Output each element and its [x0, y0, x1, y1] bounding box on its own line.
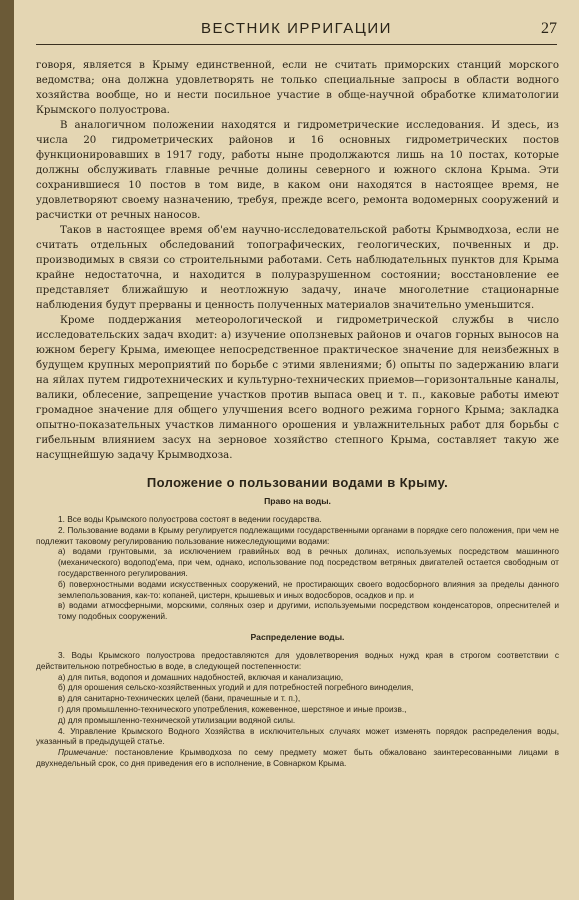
page-header: [36, 18, 557, 45]
paragraph-2: В аналогичном положении находятся и гидрометрические исследования. И здесь, из числа 20 гидрометрических районов и 16 основных гидрометрических постов функционировавших в 1917 году, работы ныне продолжаются лишь на 10 постах, которые должны обслуживать главные речные долины северного и южного склона Крыма. Эти сохранившиеся 10 постов в том виде, в каком они находятся в настоящее время, не удовлетворяют своему назначению, требуя, прежде всего, ремонта водомерных сооружений и расчистки от речных наносов.: [36, 120, 559, 221]
note-lead: Примечание:: [58, 747, 109, 758]
note: [36, 747, 559, 769]
paragraph-4: Кроме поддержания метеорологической и гидрометрической службы в число исследовательских задач входит: а) изучение оползневых районов и очагов горных выносов на южном берегу Крыма, имеющее непосредственное практическое значение для неизбежных в будущем крупных мероприятий по борьбе с этими явлениями; б) опыты по задержанию влаги на яйлах путем гидротехнических и культурно-технических приемов—горизонтальные каналы, валики, облесение, запрещение участков против выпаса овец и т. п., каковые работы имеют громадное значение для общего улучшения всего водного режима горного Крыма; закладка опытно-показательных участков лиманного орошения и увлажнительных работ для борьбы с гибельным влиянием засух на зерновое хозяйство степного Крыма, составляет такую же насущнейшую задачу Крымводхоза.: [36, 315, 559, 461]
page-number: 27: [541, 20, 557, 37]
page-body: [36, 58, 559, 769]
distribution-item: 4. Управление Крымского Водного Хозяйства в исключительных случаях может изменять порядок распределения воды, указанный в предыдущей статье.: [36, 725, 559, 747]
paragraph-3: Таков в настоящее время об'ем научно-исследовательской работы Крымводхоза, если не считать отдельных обследований топографических, геологических, почвенных и др. производимых в связи со строительными работами. Сеть наблюдательных пунктов для Крыма крайне недостаточна, и находится в полуразрушенном состоянии; восстановление ее представляет ближайшую и неотложную задачу, иначе многолетние стационарные наблюдения будут прерваны и ценность полученных материалов значительно уменьшится.: [36, 225, 559, 311]
distribution-item: 3. Воды Крымского полуострова предоставляются для удовлетворения водных нужд края в строгом соответствии с действительною потребностью в воде, в следующей постепенности:: [36, 649, 559, 671]
distribution-item: д) для промышленно-технической утилизации водяной силы.: [58, 714, 296, 725]
paragraph-1: говоря, является в Крыму единственной, если не считать приморских станций морского ведомства; она должна удовлетворять не только специальные запросы в области водного хозяйства вообще, но и нести посильное участие в обще-научной обработке климатологии Крымского полуострова.: [36, 60, 559, 116]
note-text: постановление Крымводхоза по сему предмету может быть обжаловано заинтересованными лицами в двухнедельный срок, со дня приведения его в исполнение, в Совнарком Крыма.: [36, 747, 559, 768]
rights-item: а) водами грунтовыми, за исключением гравийных вод в речных долинах, используемых посредством машинного (механического) водопод'ема, при чем, однако, использование под посредством ветряных двигателей остается свободным от государственного регулирования.: [58, 546, 559, 578]
journal-title: ВЕСТНИК ИРРИГАЦИИ: [201, 20, 392, 37]
rights-item: б) поверхностными водами искусственных сооружений, не простирающих своего водосборного влияния за пределы данного землепользования, как-то: копаней, цистерн, крышевых и иных водосборов, осадков и пр. и: [58, 578, 559, 600]
distribution-item: б) для орошения сельско-хозяйственных угодий и для потребностей погребного виноделия,: [58, 682, 414, 693]
rights-item: 1. Все воды Крымского полуострова состоят в ведении государства.: [58, 514, 322, 524]
rights-item: в) водами атмосферными, морскими, соляных озер и другими, используемыми посредством конденсаторов, опреснителей и тому подобных сооружений.: [58, 600, 559, 622]
subtitle-distribution: Распределение воды.: [250, 631, 345, 642]
rights-item: 2. Пользование водами в Крыму регулируется подлежащими государственными органами в порядке сего положения, при чем не подлежит таковому регулированию пользование нижеследующими водами:: [36, 524, 559, 546]
distribution-item: а) для питья, водопоя и домашних надобностей, включая и канализацию,: [58, 671, 344, 682]
subtitle-rights: Право на воды.: [264, 496, 331, 506]
distribution-item: в) для санитарно-технических целей (бани, прачешные и т. п.),: [58, 693, 301, 704]
section-title: Положение о пользовании водами в Крыму.: [146, 475, 449, 490]
distribution-item: г) для промышленно-технического употребления, кожевенное, шерстяное и иные произв.,: [58, 703, 407, 714]
